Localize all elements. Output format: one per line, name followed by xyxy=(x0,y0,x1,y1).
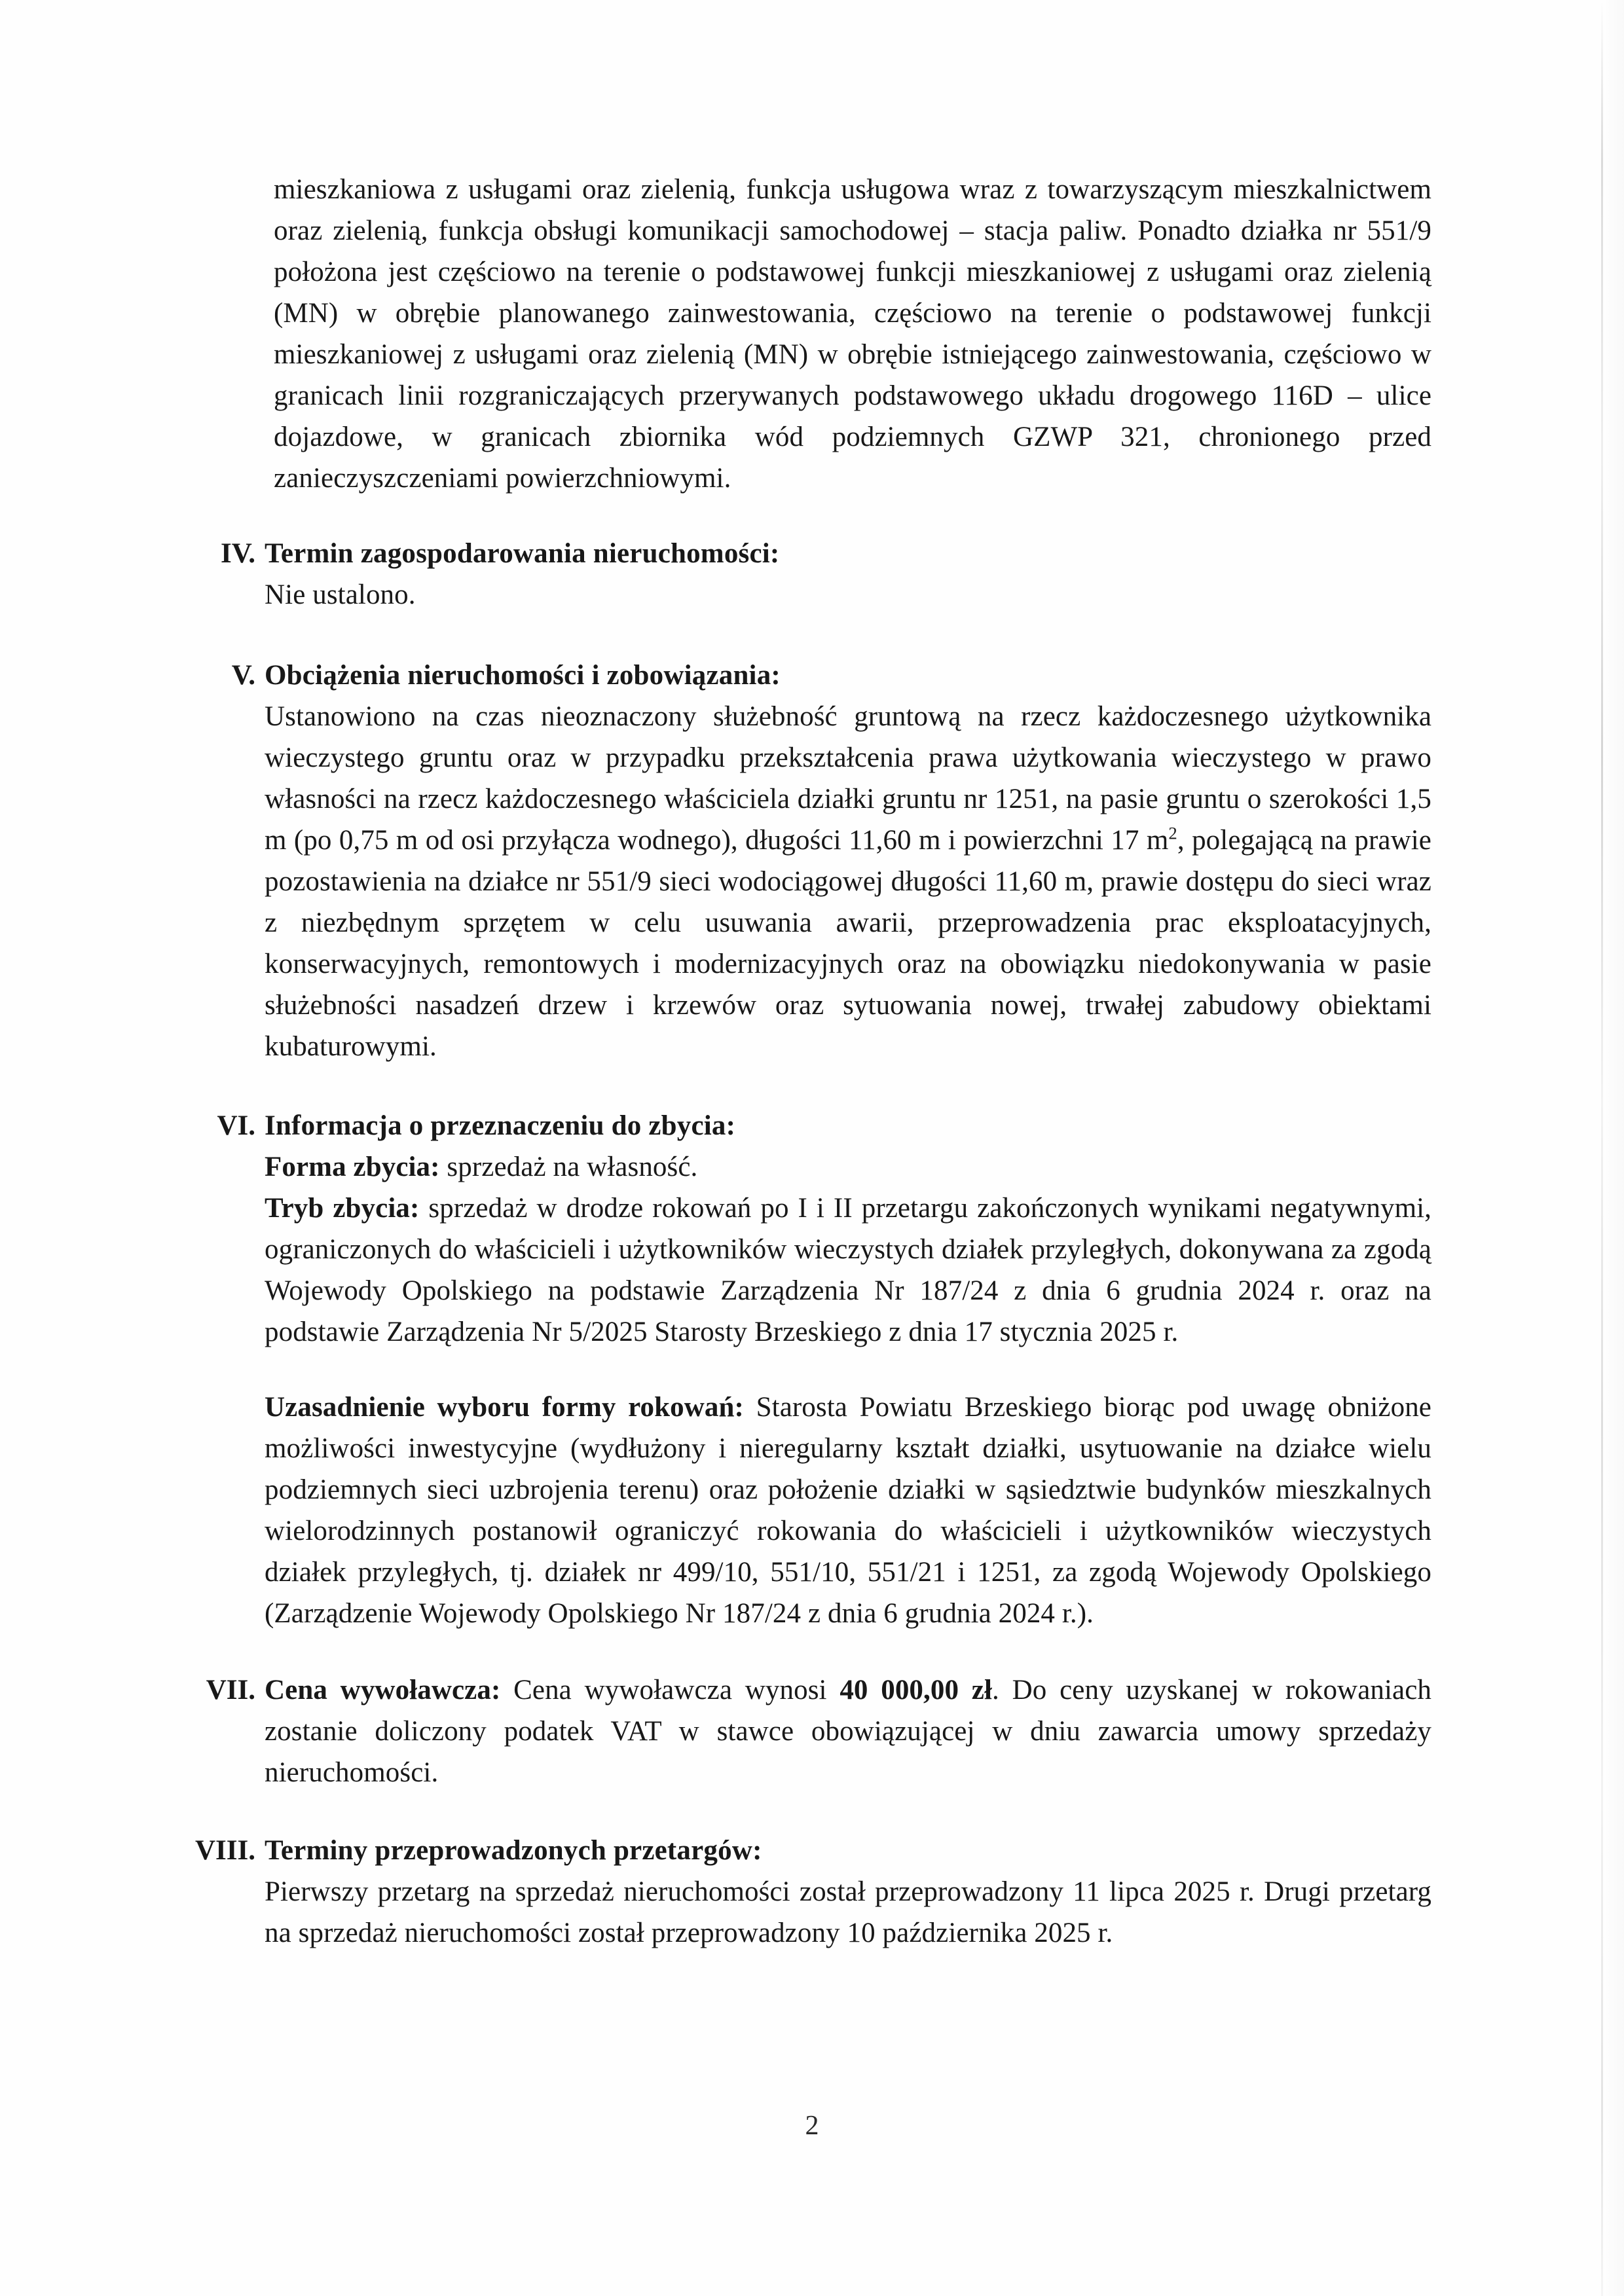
uzasadnienie-paragraph xyxy=(265,1387,1431,1634)
cena-wywolawcza-text-2: . Do ceny uzyskanej w rokowaniach zostanie doliczony podatek VAT w stawce obowiązującej w dniu zawarcia umowy sprzedaży nieruchomości. xyxy=(265,1675,1432,1788)
tryb-zbycia-value: sprzedaż w drodze rokowań po I i II przetargu zakończonych wynikami negatywnymi, ograniczonych do właścicieli i użytkowników wieczystych działek przyległych, dokonywana za zgodą Wojewody Opolskiego na podstawie Zarządzenia Nr 187/24 z dnia 6 grudnia 2024 r. oraz na podstawie Zarządzenia Nr 5/2025 Starosty Brzeskiego z dnia 17 stycznia 2025 r. xyxy=(265,1193,1432,1347)
section-v-text-part1: Ustanowiono na czas nieoznaczony służebność gruntową na rzecz każdoczesnego użytkownika wieczystego gruntu oraz w przypadku przekształcenia prawa użytkowania wieczystego w prawo własności na rzecz każdoczesnego właściciela działki gruntu nr 1251, na pasie gruntu o szerokości 1,5 m (po 0,75 m od osi przyłącza wodnego), długości 11,60 m i powierzchni 17 m xyxy=(265,701,1431,856)
section-v-title: Obciążenia nieruchomości i zobowiązania: xyxy=(265,660,781,691)
section-viii-title: Terminy przeprowadzonych przetargów: xyxy=(265,1835,762,1866)
cena-wywolawcza-text-1: Cena wywoławcza wynosi xyxy=(500,1675,840,1705)
section-v-numeral: V. xyxy=(231,660,255,691)
section-vi-title: Informacja o przeznaczeniu do zbycia: xyxy=(265,1110,736,1141)
forma-zbycia-line xyxy=(265,1146,1431,1188)
cena-wywolawcza-paragraph xyxy=(265,1669,1431,1793)
uzasadnienie-value: Starosta Powiatu Brzeskiego biorąc pod uwagę obniżone możliwości inwestycyjne (wydłużony i nieregularny kształt działki, usytuowanie na działce wielu podziemnych sieci uzbrojenia terenu) oraz położenie działki w sąsiedztwie budynków mieszkalnych wielorodzinnych postanowił ograniczyć rokowania do właścicieli i użytkowników wieczystych działek przyległych, tj. działek nr 499/10, 551/10, 551/21 i 1251, za zgodą Wojewody Opolskiego (Zarządzenie Wojewody Opolskiego Nr 187/24 z dnia 6 grudnia 2024 r.). xyxy=(265,1392,1431,1629)
forma-zbycia-label: Forma zbycia: xyxy=(265,1152,440,1182)
section-iv-numeral: IV. xyxy=(221,538,255,569)
section-vi xyxy=(217,1105,1432,1634)
page-content xyxy=(194,169,1432,1954)
cena-wywolawcza-label: Cena wywoławcza: xyxy=(265,1675,501,1705)
square-meter-superscript: 2 xyxy=(1168,823,1177,843)
section-v xyxy=(231,655,1431,1067)
forma-zbycia-value: sprzedaż na własność. xyxy=(439,1152,698,1182)
scan-edge-gradient xyxy=(1603,0,1624,2296)
section-iv xyxy=(221,533,1431,615)
tryb-zbycia-paragraph xyxy=(265,1188,1431,1353)
section-iv-text: Nie ustalono. xyxy=(265,579,416,610)
section-iv-body xyxy=(265,533,1431,615)
section-iv-title: Termin zagospodarowania nieruchomości: xyxy=(265,538,780,569)
tryb-zbycia-label: Tryb zbycia: xyxy=(265,1193,420,1224)
section-viii-body xyxy=(265,1830,1431,1954)
section-vii-body xyxy=(265,1669,1431,1793)
lead-paragraph: mieszkaniowa z usługami oraz zielenią, funkcja usługowa wraz z towarzyszącym mieszkalnictwem oraz zielenią, funkcja obsługi komunikacji samochodowej – stacja paliw. Ponadto działka nr 551/9 położona jest częściowo na terenie o podstawowej funkcji mieszkaniowej z usługami oraz zielenią (MN) w obrębie planowanego zainwestowania, częściowo na terenie o podstawowej funkcji mieszkaniowej z usługami oraz zielenią (MN) w obrębie istniejącego zainwestowania, częściowo w granicach linii rozgraniczających przerywanych podstawowego układu drogowego 116D – ulice dojazdowe, w granicach zbiornika wód podziemnych GZWP 321, chronionego przed zanieczyszczeniami powierzchniowymi. xyxy=(274,174,1431,494)
section-v-text-part2: , polegającą na prawie pozostawienia na działce nr 551/9 sieci wodociągowej długości 11,60 m, prawie dostępu do sieci wraz z niezbędnym sprzętem w celu usuwania awarii, przeprowadzenia prac eksploatacyjnych, konserwacyjnych, remontowych i modernizacyjnych oraz na obowiązku niedokonywania w pasie służebności nasadzeń drzew i krzewów oraz sytuowania nowej, trwałej zabudowy obiektami kubaturowymi. xyxy=(265,825,1431,1062)
page-number: 2 xyxy=(805,2111,819,2141)
section-v-body xyxy=(265,655,1431,1067)
section-v-text xyxy=(265,696,1431,1067)
section-vii xyxy=(206,1669,1432,1793)
section-viii-numeral: VIII. xyxy=(194,1835,255,1866)
section-viii-text: Pierwszy przetarg na sprzedaż nieruchomości został przeprowadzony 11 lipca 2025 r. Drugi przetarg na sprzedaż nieruchomości został przeprowadzony 10 października 2025 r. xyxy=(265,1876,1431,1948)
section-viii xyxy=(194,1830,1431,1954)
section-vi-numeral: VI. xyxy=(217,1110,255,1141)
uzasadnienie-label: Uzasadnienie wyboru formy rokowań: xyxy=(265,1392,744,1423)
cena-wywolawcza-amount: 40 000,00 zł xyxy=(840,1675,993,1705)
section-vi-body xyxy=(265,1105,1431,1634)
section-vii-numeral: VII. xyxy=(206,1675,255,1705)
paragraph-spacer xyxy=(265,1353,1431,1387)
